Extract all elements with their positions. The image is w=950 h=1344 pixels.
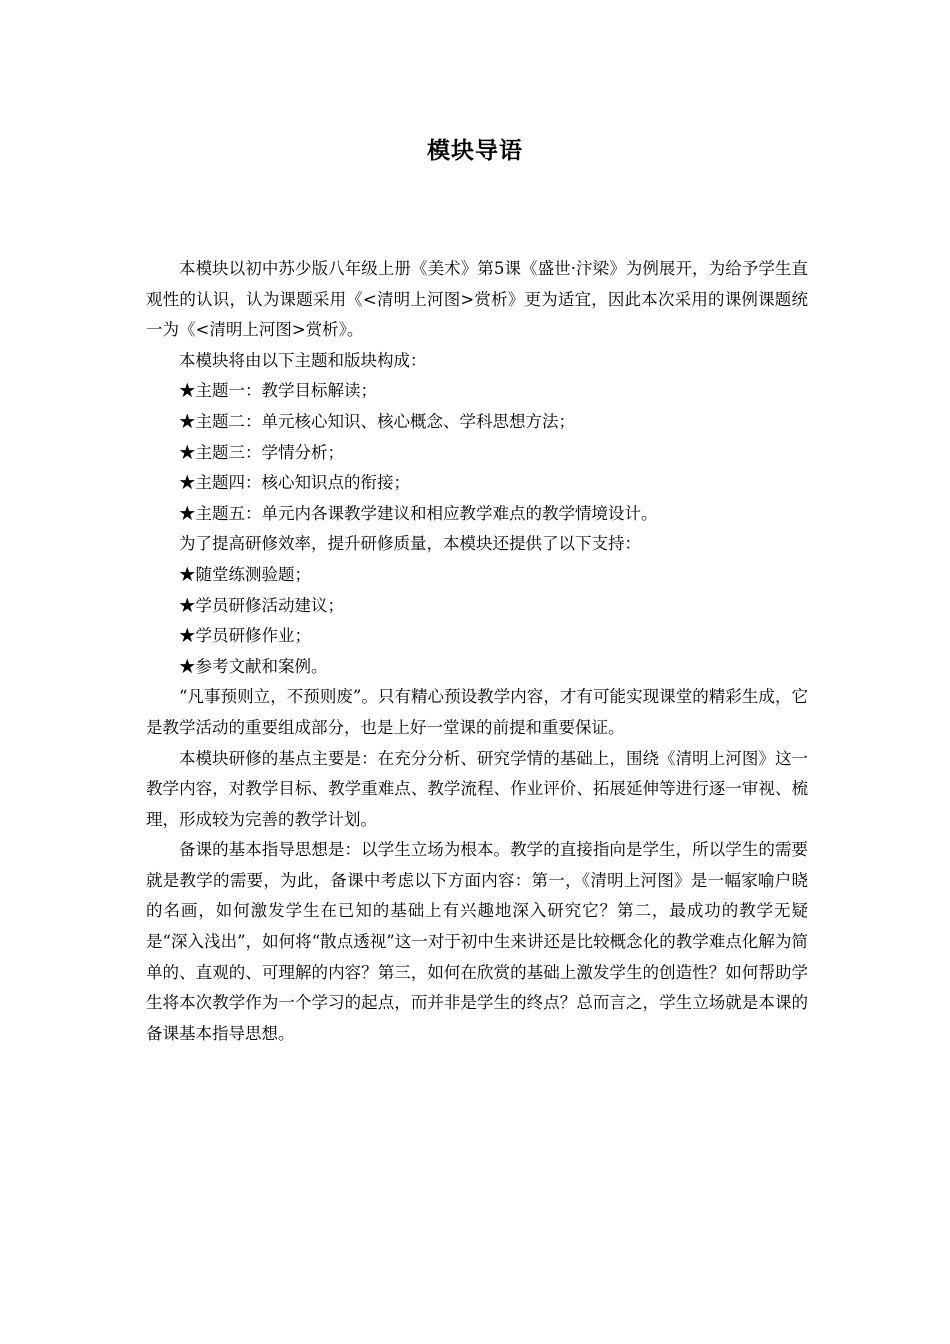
structure-intro-paragraph: 本模块将由以下主题和版块构成： (179, 350, 427, 370)
theme-item: ★主题四：核心知识点的衔接； (179, 473, 410, 493)
guiding-idea-paragraph: 备课的基本指导思想是：以学生立场为根本。教学的直接指向是学生，所以学生的需要就是教学的需要，为此，备课中考虑以下方面内容：第一，《清明上河图》是一幅家喻户晓的名画，如何激发学生在已知的基础上有兴趣地深入研究它？第二，最成功的教学无疑是“深入浅出”，如何将“散点透视”这一对于初中生来讲还是比较概念化的教学难点化解为简单的、直观的、可理解的内容？第三，如何在欣赏的基础上激发学生的创造性？如何帮助学生将本次教学作为一个学习的起点，而并非是学生的终点？总而言之，学生立场就是本课的备课基本指导思想。 (146, 840, 808, 1043)
basis-paragraph: 本模块研修的基点主要是：在充分分析、研究学情的基础上，围绕《清明上河图》这一教学内容，对教学目标、教学重难点、教学流程、作业评价、拓展延伸等进行逐一审视、梳理，形成较为完善的教学计划。 (146, 748, 808, 829)
theme-item: ★主题五：单元内各课教学建议和相应教学难点的教学情境设计。 (179, 503, 658, 523)
theme-item: ★主题三：学情分析； (179, 442, 344, 462)
support-item: ★参考文献和案例。 (179, 656, 328, 676)
theme-item: ★主题二：单元核心知识、核心概念、学科思想方法； (179, 411, 575, 431)
support-item: ★学员研修作业； (179, 626, 311, 646)
support-item: ★学员研修活动建议； (179, 595, 344, 615)
quote-paragraph: “凡事预则立，不预则废”。只有精心预设教学内容，才有可能实现课堂的精彩生成，它是教学活动的重要组成部分，也是上好一堂课的前提和重要保证。 (146, 687, 808, 737)
support-list (146, 560, 808, 682)
support-intro-paragraph: 为了提高研修效率，提升研修质量，本模块还提供了以下支持： (179, 534, 641, 554)
intro-paragraph: 本模块以初中苏少版八年级上册《美术》第5课《盛世·汴梁》为例展开，为给予学生直观性的认识，认为课题采用《<清明上河图>赏析》更为适宜，因此本次采用的课例课题统一为《<清明上河图>赏析》。 (146, 259, 808, 340)
support-item: ★随堂练测验题； (179, 564, 311, 584)
document-body (146, 254, 808, 1049)
page-title: 模块导语 (427, 138, 523, 164)
theme-list (146, 376, 808, 529)
theme-item: ★主题一：教学目标解读； (179, 381, 377, 401)
